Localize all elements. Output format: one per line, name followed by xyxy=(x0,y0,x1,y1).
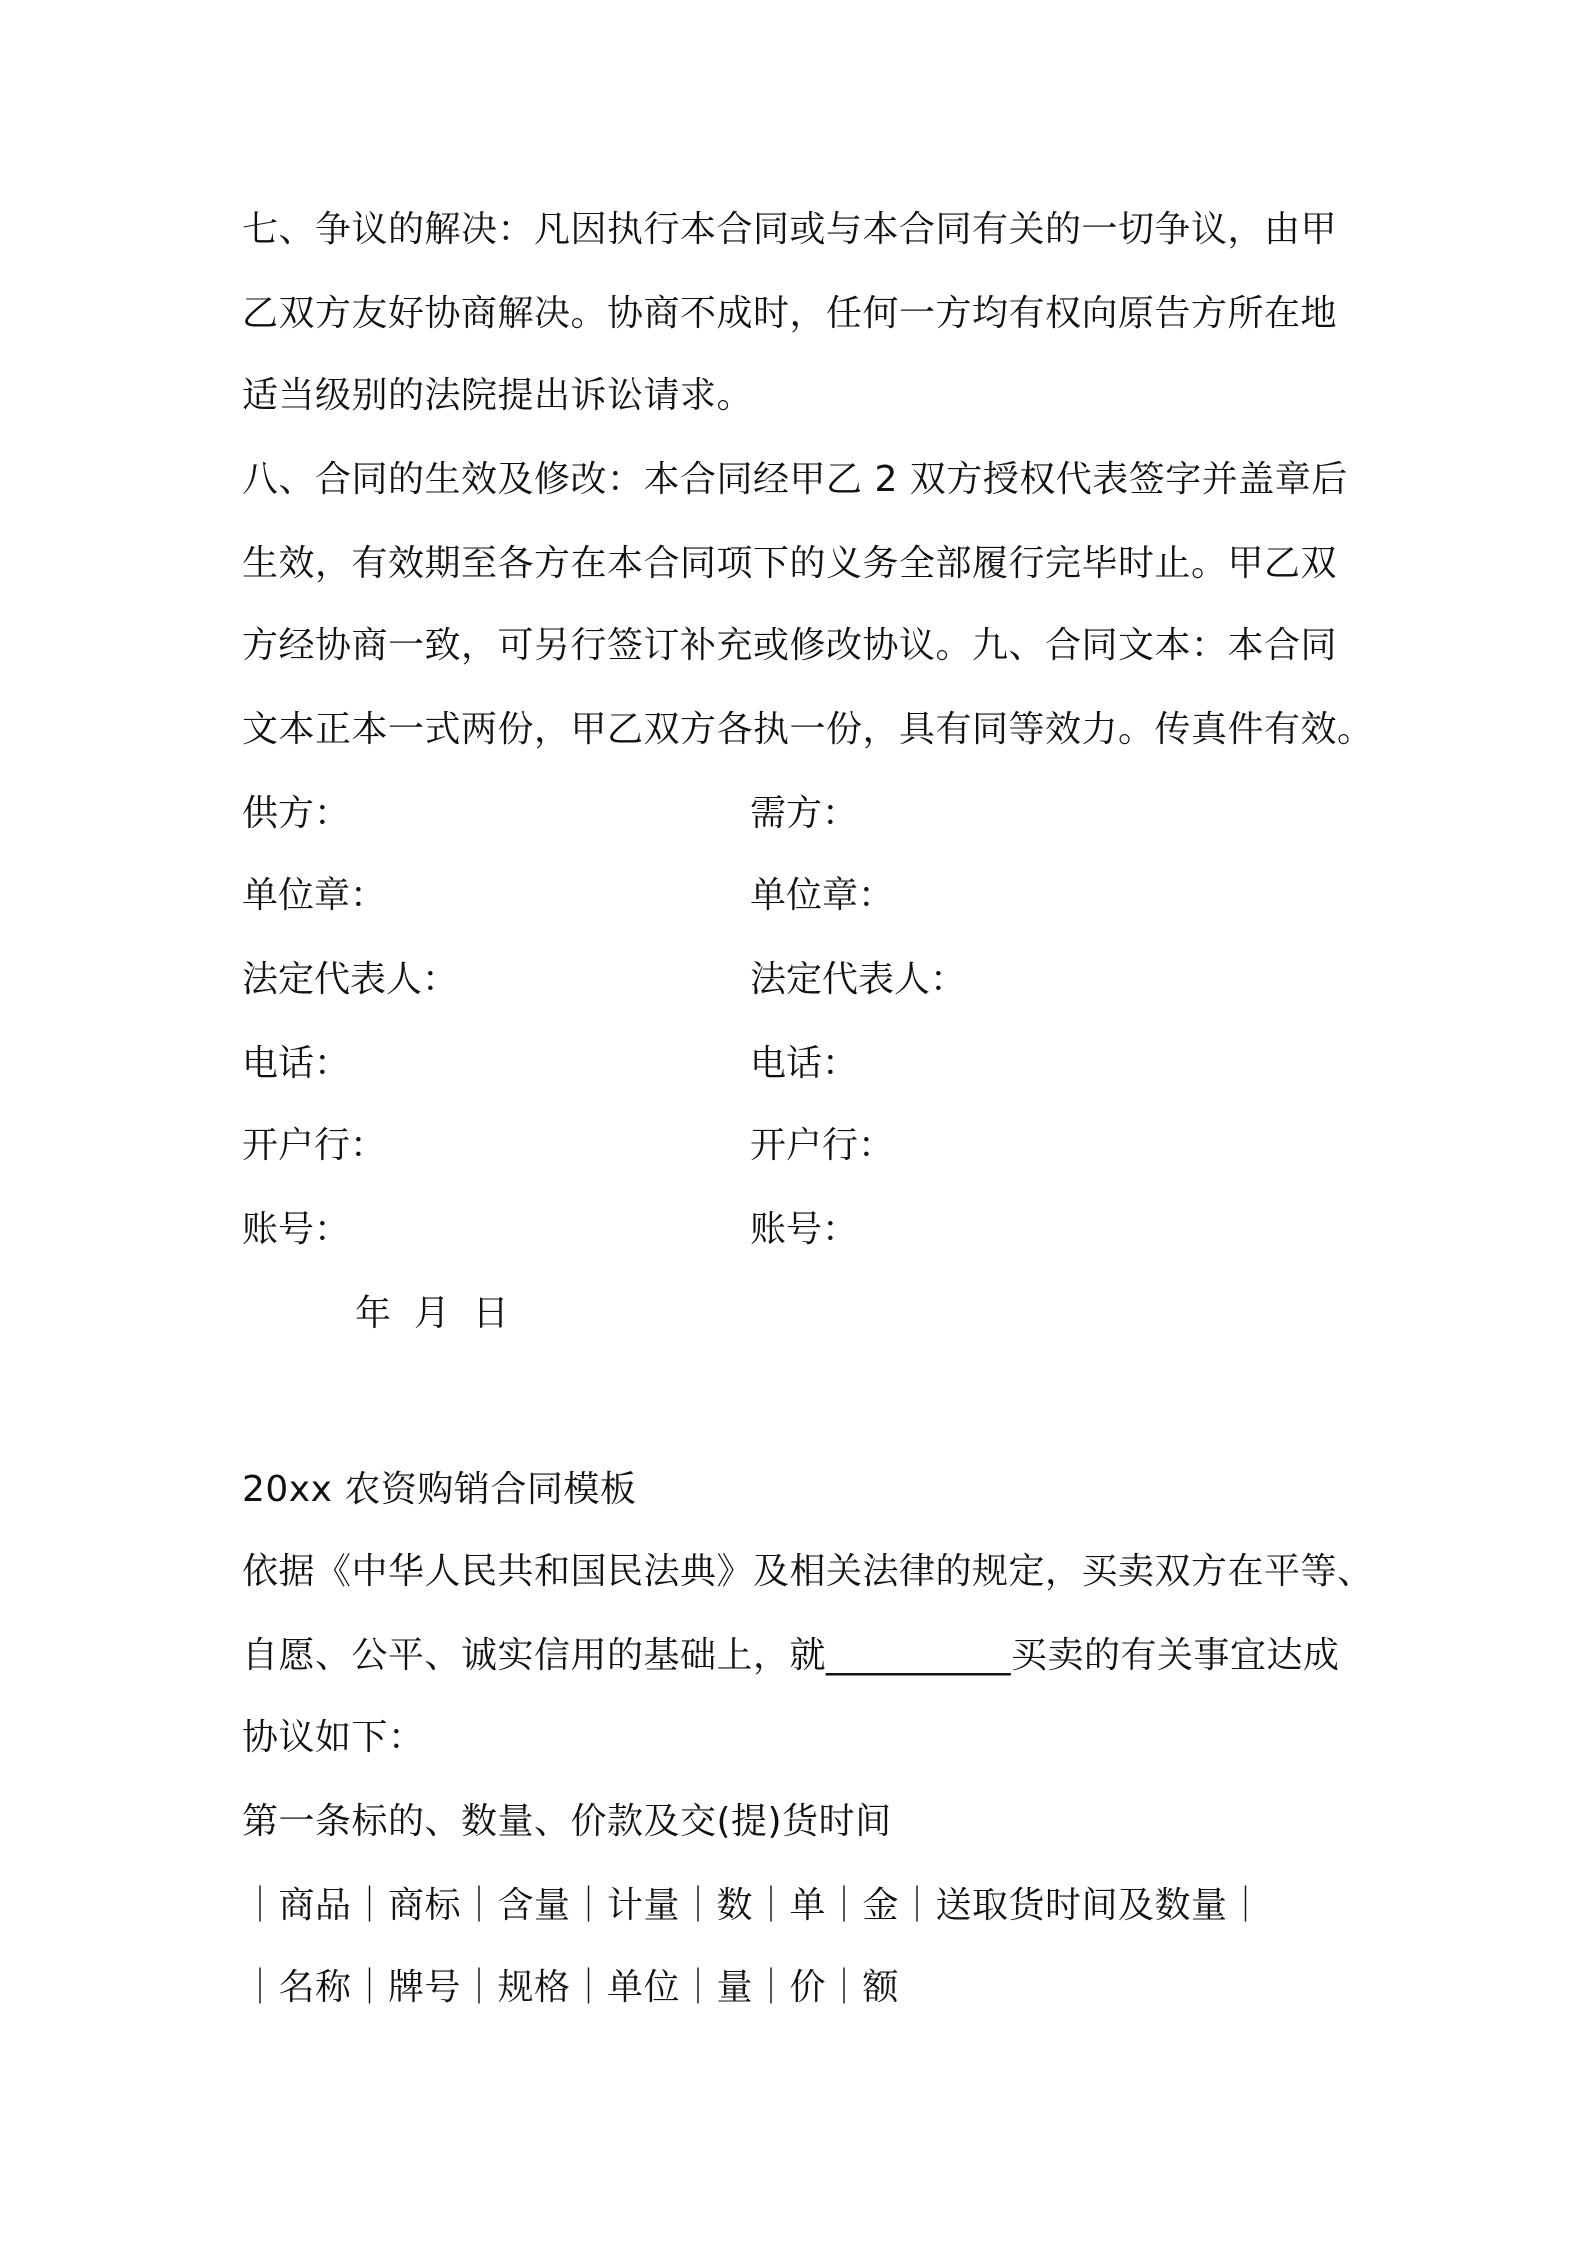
clause-8-line-2: 生效，有效期至各方在本合同项下的义务全部履行完毕时止。甲乙双 xyxy=(242,543,1338,584)
supplier-phone-label: 电话： xyxy=(242,1043,351,1084)
supplier-seal-label: 单位章： xyxy=(242,875,387,916)
clause-8-line-3: 方经协商一致，可另行签订补充或修改协议。九、合同文本：本合同 xyxy=(242,625,1338,666)
buyer-label: 需方： xyxy=(750,793,859,834)
clause-8-line-4: 文本正本一式两份，甲乙双方各执一份，具有同等效力。传真件有效。 xyxy=(242,709,1374,750)
supplier-bank-label: 开户行： xyxy=(242,1125,387,1166)
intro-line-3: 协议如下： xyxy=(242,1717,425,1758)
second-contract-title: 20xx 农资购销合同模板 xyxy=(242,1469,637,1510)
buyer-representative-label: 法定代表人： xyxy=(750,959,967,1000)
buyer-seal-label: 单位章： xyxy=(750,875,895,916)
buyer-account-label: 账号： xyxy=(750,1209,859,1250)
supplier-label: 供方： xyxy=(242,793,351,834)
clause-8-line-1: 八、合同的生效及修改：本合同经甲乙 2 双方授权代表签字并盖章后 xyxy=(242,459,1348,500)
supplier-account-label: 账号： xyxy=(242,1209,351,1250)
article-1-heading: 第一条标的、数量、价款及交(提)货时间 xyxy=(242,1801,892,1842)
clause-7-line-3: 适当级别的法院提出诉讼请求。 xyxy=(242,375,754,416)
buyer-phone-label: 电话： xyxy=(750,1043,859,1084)
intro-line-2: 自愿、公平、诚实信用的基础上，就__________买卖的有关事宜达成 xyxy=(242,1635,1340,1676)
signing-date: 年 月 日 xyxy=(355,1293,509,1334)
clause-7-line-1: 七、争议的解决：凡因执行本合同或与本合同有关的一切争议，由甲 xyxy=(242,209,1338,250)
intro-line-1: 依据《中华人民共和国民法典》及相关法律的规定，买卖双方在平等、 xyxy=(242,1551,1374,1592)
supplier-representative-label: 法定代表人： xyxy=(242,959,459,1000)
table-header-row-2: ｜名称｜牌号｜规格｜单位｜量｜价｜额 xyxy=(242,1967,900,2008)
buyer-bank-label: 开户行： xyxy=(750,1125,895,1166)
clause-7-line-2: 乙双方友好协商解决。协商不成时，任何一方均有权向原告方所在地 xyxy=(242,293,1338,334)
table-header-row-1: ｜商品｜商标｜含量｜计量｜数｜单｜金｜送取货时间及数量｜ xyxy=(242,1885,1265,1926)
